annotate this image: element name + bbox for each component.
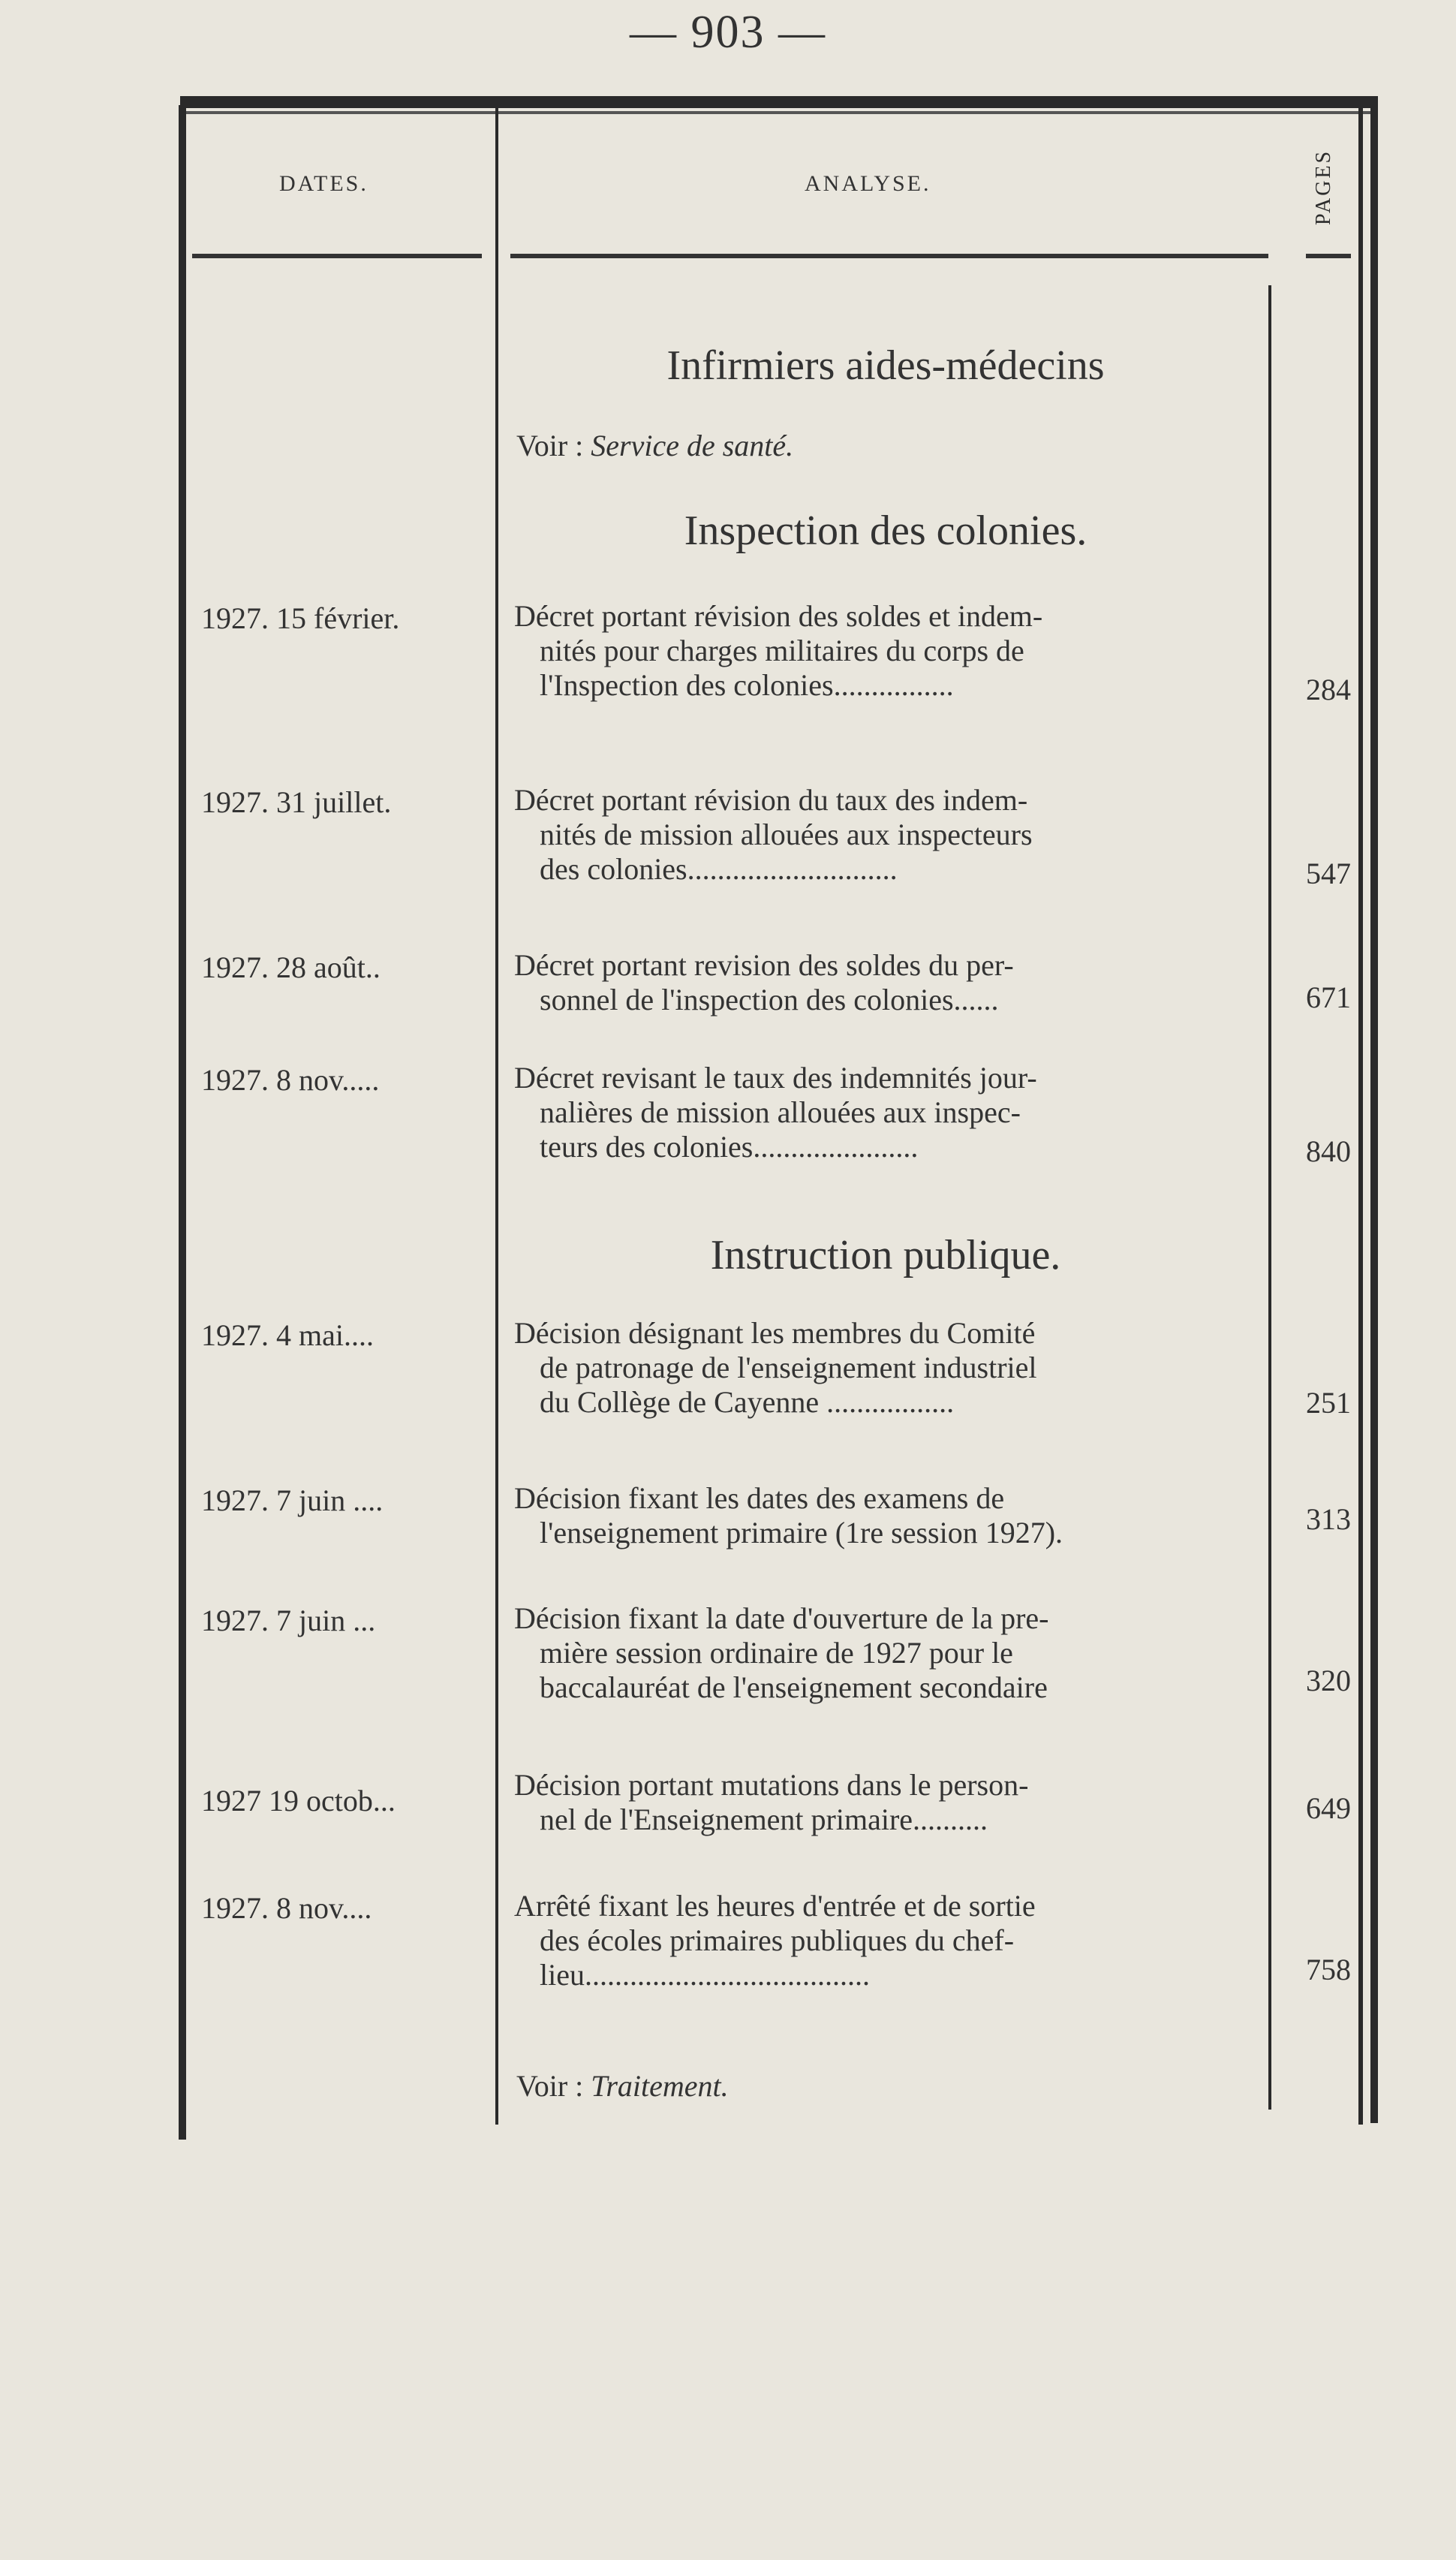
analyse-header-rule bbox=[510, 254, 1268, 258]
entry-text bbox=[514, 1768, 1265, 1837]
entry-line: des écoles primaires publiques du chef- bbox=[540, 1923, 1015, 1957]
entry-date: 1927. 8 nov..... bbox=[201, 1063, 380, 1097]
entry-date: 1927. 7 juin ... bbox=[201, 1604, 376, 1637]
entry-page: 547 bbox=[1306, 857, 1351, 890]
voir-reference: Traitement. bbox=[591, 2069, 729, 2103]
voir-prefix: Voir : bbox=[516, 429, 584, 462]
entry-line: l'enseignement primaire (1re session 1927). bbox=[540, 1516, 1063, 1550]
entry-line: de patronage de l'enseignement industriel bbox=[540, 1351, 1037, 1384]
entry-date: 1927. 8 nov.... bbox=[201, 1891, 372, 1925]
entry-line: Décision désignant les membres du Comité bbox=[514, 1316, 1036, 1350]
entry-line: Décret portant révision du taux des indem- bbox=[514, 783, 1028, 817]
entry-line: nel de l'Enseignement primaire.......... bbox=[540, 1803, 988, 1836]
entry-date: 1927. 7 juin .... bbox=[201, 1483, 384, 1517]
top-rule-thin bbox=[180, 111, 1372, 114]
entry-text bbox=[514, 1061, 1265, 1164]
analyse-header: ANALYSE. bbox=[805, 171, 931, 196]
entry-line: Décision fixant la date d'ouverture de la pre- bbox=[514, 1601, 1049, 1635]
entry-line: nalières de mission allouées aux inspec- bbox=[540, 1095, 1021, 1129]
entry-line: lieu...................................... bbox=[540, 1958, 870, 1992]
entry-text bbox=[514, 783, 1265, 887]
entry-line: du Collège de Cayenne ................. bbox=[540, 1385, 955, 1419]
entry-text bbox=[514, 1481, 1265, 1550]
entry-date: 1927 19 octob... bbox=[201, 1784, 396, 1818]
entry-line: l'Inspection des colonies................ bbox=[540, 668, 954, 702]
entry-line: mière session ordinaire de 1927 pour le bbox=[540, 1636, 1013, 1670]
section-title-infirmiers: Infirmiers aides-médecins bbox=[666, 342, 1105, 389]
pages-header-rule bbox=[1306, 254, 1351, 258]
entry-line: Décret portant révision des soldes et indem- bbox=[514, 599, 1043, 633]
voir-service-sante bbox=[516, 428, 793, 463]
entry-line: baccalauréat de l'enseignement secondaire bbox=[540, 1670, 1048, 1704]
entry-line: Décision portant mutations dans le person- bbox=[514, 1768, 1029, 1802]
voir-prefix: Voir : bbox=[516, 2069, 584, 2103]
entry-text bbox=[514, 1889, 1265, 1992]
entry-date: 1927. 15 février. bbox=[201, 601, 400, 635]
entry-text bbox=[514, 1601, 1265, 1705]
entry-line: Arrêté fixant les heures d'entrée et de sortie bbox=[514, 1889, 1036, 1923]
top-rule bbox=[180, 96, 1372, 108]
entry-text bbox=[514, 599, 1265, 703]
entry-line: sonnel de l'inspection des colonies...... bbox=[540, 983, 999, 1016]
section-title-instruction: Instruction publique. bbox=[710, 1232, 1061, 1278]
entry-page: 320 bbox=[1306, 1664, 1351, 1697]
entry-line: teurs des colonies...................... bbox=[540, 1130, 919, 1164]
dates-header: DATES. bbox=[279, 171, 369, 196]
entry-page: 649 bbox=[1306, 1791, 1351, 1825]
entry-date: 1927. 4 mai.... bbox=[201, 1318, 374, 1352]
pages-header: PAGES bbox=[1312, 149, 1335, 225]
analyse-divider bbox=[1268, 285, 1271, 2110]
entry-page: 313 bbox=[1306, 1502, 1351, 1536]
left-border bbox=[179, 105, 186, 2140]
entry-text bbox=[514, 948, 1265, 1017]
entry-line: Décret portant revision des soldes du per- bbox=[514, 948, 1014, 982]
section-title-inspection: Inspection des colonies. bbox=[684, 507, 1087, 554]
entry-page: 284 bbox=[1306, 673, 1351, 706]
entry-line: Décret revisant le taux des indemnités jour- bbox=[514, 1061, 1037, 1095]
entry-page: 671 bbox=[1306, 980, 1351, 1014]
entry-date: 1927. 31 juillet. bbox=[201, 785, 392, 819]
entry-page: 840 bbox=[1306, 1134, 1351, 1168]
dates-divider bbox=[495, 105, 498, 2125]
entry-line: Décision fixant les dates des examens de bbox=[514, 1481, 1005, 1515]
right-border bbox=[1370, 96, 1378, 2123]
entry-text bbox=[514, 1316, 1265, 1420]
entry-page: 251 bbox=[1306, 1386, 1351, 1420]
voir-reference: Service de santé. bbox=[591, 429, 794, 462]
page-number: — 903 — bbox=[630, 7, 826, 58]
dates-header-rule bbox=[192, 254, 482, 258]
entry-line: nités de mission allouées aux inspecteurs bbox=[540, 818, 1033, 851]
entry-date: 1927. 28 août.. bbox=[201, 950, 381, 984]
entry-page: 758 bbox=[1306, 1953, 1351, 1986]
entry-line: des colonies............................ bbox=[540, 852, 898, 886]
entry-line: nités pour charges militaires du corps de bbox=[540, 634, 1024, 667]
voir-traitement bbox=[516, 2068, 729, 2104]
